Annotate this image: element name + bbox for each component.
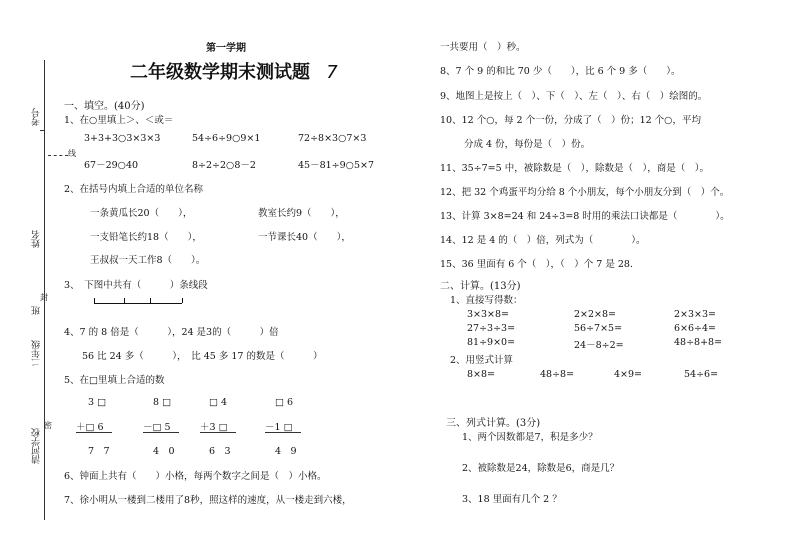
title-text: 二年级数学期末测试题	[130, 62, 310, 83]
segment-point-4	[182, 298, 183, 303]
q10-text-part1: 10、12 个○，每 2 个一份，分成了（ ）份；12 个○，平均	[440, 115, 701, 126]
calc-sub2: 2、用竖式计算	[450, 355, 514, 366]
vertical-calc-3: 4×9=	[614, 369, 643, 380]
q2-text: 2、在括号内填上合适的单位名称	[64, 184, 204, 195]
q1-item-1: 3+3+3○3×3×3	[84, 133, 161, 144]
calc-r1c1: 3×3×8=	[467, 309, 510, 320]
calc-r3c1: 81÷9×0=	[467, 337, 516, 348]
q5-text: 5、在□里填上合适的数	[64, 375, 165, 386]
q3-text: 3、 下图中共有（ ）条线段	[64, 280, 208, 291]
q7-text-part2: 一共要用（ ）秒。	[440, 42, 526, 53]
q1-item-5: 8÷2÷2○8－2	[192, 160, 256, 171]
title-number: 7	[326, 62, 338, 83]
q5-top-1: 3 □	[88, 397, 107, 408]
q7-text-part1: 7、徐小明从一楼到二楼用了8秒，照这样的速度，从一楼走到六楼，	[64, 495, 352, 506]
segment-point-3	[150, 298, 151, 303]
calc-r1c2: 2×2×8=	[574, 309, 617, 320]
calc-r2c2: 56÷7×5=	[574, 323, 623, 334]
vertical-calc-2: 48÷8=	[540, 369, 575, 380]
q11-text: 11、35÷7=5 中，被除数是（ ），除数是（ ），商是（ ）。	[440, 163, 709, 174]
segment-line	[94, 303, 182, 304]
word-problem-3: 3、18 里面有几个 2 ？	[462, 494, 562, 505]
calc-r3c3: 48÷8+8=	[674, 337, 723, 348]
q5-rule-1	[76, 432, 112, 433]
binding-line	[44, 60, 45, 520]
binding-char-xian: 线	[68, 149, 76, 158]
q5-bottom-4: 4 9	[275, 446, 297, 457]
q5-bottom-1: 7 7	[88, 446, 110, 457]
q4-line2: 56 比 24 多（ ）， 比 45 多 17 的数是（ ）	[82, 351, 323, 362]
calc-r1c3: 2×3×3=	[674, 309, 717, 320]
q14-text: 14、12 是 4 的（ ）倍，列式为（ ）。	[440, 235, 646, 246]
vertical-calc-4: 54÷6=	[684, 369, 719, 380]
section2-heading: 二、计算。(13分)	[440, 281, 521, 292]
q5-rule-3	[200, 432, 236, 433]
q5-top-3: □ 4	[209, 397, 228, 408]
segment-point-2	[124, 298, 125, 303]
q15-text: 15、36 里面有 6 个（ ），（ ）个 7 是 28.	[440, 259, 633, 270]
q1-item-6: 45－81÷9○5×7	[298, 160, 375, 171]
calc-r2c3: 6×6÷4=	[674, 323, 717, 334]
binding-char-feng: 封	[40, 293, 48, 302]
q5-mid-3: ＋3 □	[200, 422, 228, 433]
word-problem-1: 1、两个因数都是7，积是多少？	[462, 432, 598, 443]
class-label: 班	[32, 306, 42, 315]
q6-text: 6、钟面上共有（ ）小格，每两个数字之间是（ ）小格。	[64, 471, 327, 482]
semester-label: 第一学期	[206, 43, 246, 54]
school-label: 清河学校	[32, 428, 42, 464]
q2-item-5: 王叔叔一天工作8（ ）。	[90, 255, 206, 266]
calc-sub1: 1、直接写得数：	[450, 295, 523, 306]
page-title	[130, 58, 338, 84]
section1-heading: 一、填空。(40分)	[64, 101, 145, 112]
q5-rule-2	[143, 432, 179, 433]
section3-heading: 三、列式计算。(3分)	[446, 418, 541, 429]
q12-text: 12、把 32 个鸡蛋平均分给 8 个小朋友，每个小朋友分到（ ）个。	[440, 187, 730, 198]
q5-bottom-3: 6 3	[209, 446, 231, 457]
calc-r2c1: 27÷3÷3=	[467, 323, 516, 334]
q1-text: 1、在○里填上＞、＜或＝	[64, 115, 174, 126]
q5-top-2: 8 □	[153, 397, 172, 408]
q9-text: 9、地图上是按上（ ）、下（ ）、左（ ）、右（ ）绘图的。	[440, 91, 708, 102]
calc-r3c2: 24－8÷2=	[574, 340, 624, 351]
name-label: 姓名	[32, 230, 42, 248]
q1-item-4: 67－29○40	[84, 160, 139, 171]
q5-top-4: □ 6	[275, 397, 294, 408]
q1-item-2: 54÷6÷9○9×1	[192, 133, 261, 144]
exam-no-underline	[40, 130, 44, 131]
q5-rule-4	[265, 432, 301, 433]
q1-item-3: 72÷8×3○7×3	[298, 133, 367, 144]
q10-text-part2: 分成 4 份，每份是（ ）份。	[464, 139, 591, 150]
binding-dash-1	[48, 155, 68, 156]
q2-item-2: 教室长约9（ ），	[258, 208, 345, 219]
q5-mid-2: －□ 5	[143, 422, 171, 433]
segment-point-1	[94, 298, 95, 303]
q5-mid-1: ＋□ 6	[76, 422, 104, 433]
q2-item-3: 一支铅笔长约18（ ），	[90, 232, 202, 243]
exam-no-label: 考号	[32, 108, 42, 126]
binding-char-mi: 密	[44, 421, 52, 430]
q13-text: 13、计算 3×8=24 和 24÷3=8 时用的乘法口诀都是（ ）。	[440, 211, 730, 222]
q4-line1: 4、7 的 8 倍是（ ），24 是3的（ ）倍	[64, 327, 279, 338]
grade-label: 二年级	[32, 340, 42, 367]
vertical-calc-1: 8×8=	[467, 369, 496, 380]
word-problem-2: 2、被除数是24，除数是6，商是几？	[462, 463, 620, 474]
q5-bottom-2: 4 0	[153, 446, 175, 457]
q2-item-4: 一节课长40（ ），	[258, 232, 351, 243]
q5-mid-4: －1 □	[265, 422, 293, 433]
q8-text: 8、7 个 9 的和比 70 少（ ），比 6 个 9 多（ ）。	[440, 66, 681, 77]
q2-item-1: 一条黄瓜长20（ ），	[90, 208, 193, 219]
